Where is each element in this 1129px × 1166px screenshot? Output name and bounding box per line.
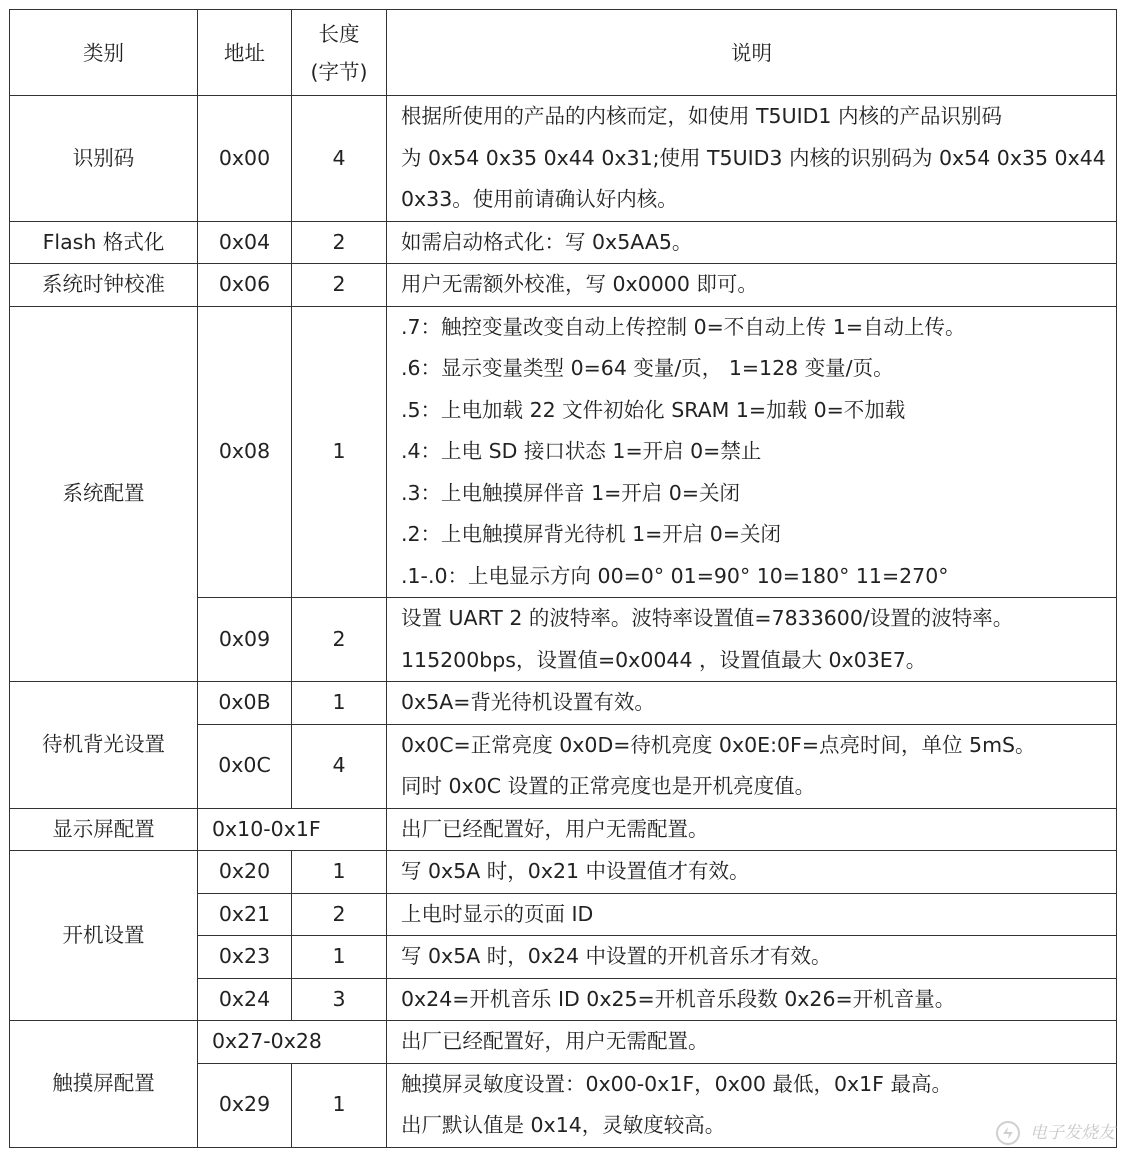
description-line: 设置 UART 2 的波特率。波特率设置值=7833600/设置的波特率。: [401, 606, 1014, 630]
length-cell: 1: [292, 682, 387, 725]
description-cell: 写 0x5A 时，0x21 中设置值才有效。: [387, 851, 1117, 894]
table-row: [10, 306, 1117, 598]
length-cell: 2: [292, 221, 387, 264]
length-cell: 4: [292, 96, 387, 222]
table-row: [10, 1021, 1117, 1064]
table-row: [10, 264, 1117, 307]
length-cell: 1: [292, 936, 387, 979]
description-line: 同时 0x0C 设置的正常亮度也是开机亮度值。: [401, 774, 816, 798]
category-cell: 识别码: [10, 96, 198, 222]
length-cell: 1: [292, 306, 387, 598]
category-cell: 显示屏配置: [10, 808, 198, 851]
length-cell: 1: [292, 851, 387, 894]
address-cell: 0x0C: [198, 724, 292, 808]
description-cell: [387, 96, 1117, 222]
category-cell: 系统时钟校准: [10, 264, 198, 307]
description-cell: 如需启动格式化：写 0x5AA5。: [387, 221, 1117, 264]
address-cell: 0x09: [198, 598, 292, 682]
header-address: 地址: [198, 10, 292, 96]
description-line: .6：显示变量类型 0=64 变量/页， 1=128 变量/页。: [401, 356, 894, 380]
description-line: 0x0C=正常亮度 0x0D=待机亮度 0x0E:0F=点亮时间，单位 5mS。: [401, 732, 1036, 757]
description-line: .7：触控变量改变自动上传控制 0=不自动上传 1=自动上传。: [401, 314, 966, 339]
address-cell: 0x0B: [198, 682, 292, 725]
address-cell: 0x10-0x1F: [198, 808, 387, 851]
watermark-logo-icon: [995, 1120, 1021, 1146]
length-cell: 4: [292, 724, 387, 808]
header-length-line2: (字节): [310, 59, 368, 84]
address-cell: 0x20: [198, 851, 292, 894]
length-cell: 1: [292, 1063, 387, 1147]
description-line: 115200bps，设置值=0x0044 ，设置值最大 0x03E7。: [401, 647, 927, 672]
category-cell: 开机设置: [10, 851, 198, 1021]
description-cell: 0x24=开机音乐 ID 0x25=开机音乐段数 0x26=开机音量。: [387, 978, 1117, 1021]
description-cell: 上电时显示的页面 ID: [387, 893, 1117, 936]
description-line: .1-.0：上电显示方向 00=0° 01=90° 10=180° 11=270°: [401, 563, 949, 588]
description-line: 为 0x54 0x35 0x44 0x31;使用 T5UID3 内核的识别码为 0x54 0x35 0x44: [401, 145, 1106, 170]
description-cell: [387, 724, 1117, 808]
description-cell: 用户无需额外校准，写 0x0000 即可。: [387, 264, 1117, 307]
category-cell: 待机背光设置: [10, 682, 198, 809]
description-line: .2：上电触摸屏背光待机 1=开启 0=关闭: [401, 522, 782, 546]
description-cell: [387, 598, 1117, 682]
config-table: [9, 9, 1117, 1148]
category-cell: 触摸屏配置: [10, 1021, 198, 1148]
description-cell: 出厂已经配置好，用户无需配置。: [387, 1021, 1117, 1064]
length-cell: 2: [292, 893, 387, 936]
category-cell: Flash 格式化: [10, 221, 198, 264]
description-line: 0x33。使用前请确认好内核。: [401, 187, 678, 211]
header-category: 类别: [10, 10, 198, 96]
address-cell: 0x27-0x28: [198, 1021, 387, 1064]
length-cell: 2: [292, 598, 387, 682]
description-cell: 写 0x5A 时，0x24 中设置的开机音乐才有效。: [387, 936, 1117, 979]
length-cell: 2: [292, 264, 387, 307]
table-row: [10, 808, 1117, 851]
address-cell: 0x29: [198, 1063, 292, 1147]
address-cell: 0x04: [198, 221, 292, 264]
table-row: [10, 96, 1117, 222]
description-line: 触摸屏灵敏度设置：0x00-0x1F，0x00 最低，0x1F 最高。: [401, 1071, 952, 1096]
description-line: .4：上电 SD 接口状态 1=开启 0=禁止: [401, 439, 762, 463]
header-description: 说明: [387, 10, 1117, 96]
length-cell: 3: [292, 978, 387, 1021]
description-line: .3：上电触摸屏伴音 1=开启 0=关闭: [401, 480, 741, 505]
table-row: [10, 221, 1117, 264]
watermark-text: 电子发烧友: [1030, 1122, 1115, 1143]
header-length-line1: 长度: [318, 21, 360, 46]
address-cell: 0x06: [198, 264, 292, 307]
address-cell: 0x24: [198, 978, 292, 1021]
description-cell: [387, 306, 1117, 598]
description-line: .5：上电加载 22 文件初始化 SRAM 1=加载 0=不加载: [401, 397, 906, 422]
description-line: 根据所使用的产品的内核而定，如使用 T5UID1 内核的产品识别码: [401, 104, 1002, 128]
address-cell: 0x23: [198, 936, 292, 979]
table-row: [10, 682, 1117, 725]
address-cell: 0x21: [198, 893, 292, 936]
watermark: [995, 1118, 1115, 1147]
description-line: 出厂默认值是 0x14，灵敏度较高。: [401, 1113, 726, 1137]
address-cell: 0x00: [198, 96, 292, 222]
table-row: [10, 851, 1117, 894]
description-cell: 0x5A=背光待机设置有效。: [387, 682, 1117, 725]
description-cell: 出厂已经配置好，用户无需配置。: [387, 808, 1117, 851]
header-row: [10, 10, 1117, 96]
address-cell: 0x08: [198, 306, 292, 598]
category-cell: 系统配置: [10, 306, 198, 682]
header-length: [292, 10, 387, 96]
